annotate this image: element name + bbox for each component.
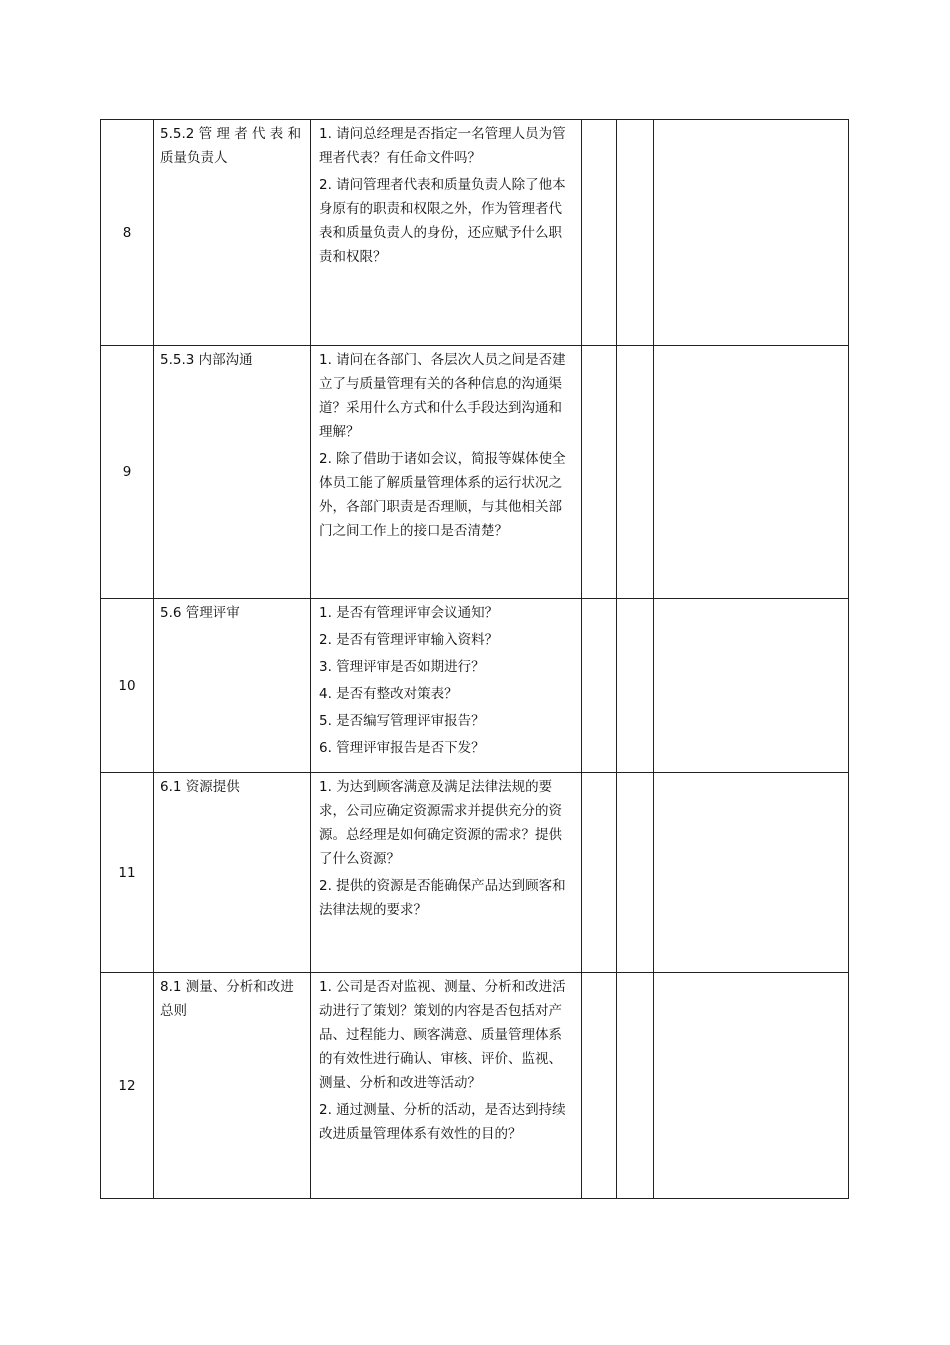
table-row <box>101 120 849 346</box>
check-cell <box>617 346 654 599</box>
question-item: 1. 请问总经理是否指定一名管理人员为管理者代表？有任命文件吗？ <box>319 126 566 166</box>
row-number: 8 <box>101 120 154 346</box>
row-number: 12 <box>101 973 154 1199</box>
question-item: 1. 是否有管理评审会议通知？ <box>319 605 499 621</box>
remarks-cell <box>654 346 849 599</box>
question-item: 2. 提供的资源是否能确保产品达到顾客和法律法规的要求？ <box>319 878 566 918</box>
remarks-cell <box>654 599 849 773</box>
questions-cell <box>311 346 582 599</box>
check-cell <box>582 346 617 599</box>
question-item: 1. 为达到顾客满意及满足法律法规的要求，公司应确定资源需求并提供充分的资源。总经理是如何确定资源的需求？提供了什么资源？ <box>319 779 562 867</box>
table-row <box>101 773 849 973</box>
question-item: 5. 是否编写管理评审报告？ <box>319 713 485 729</box>
questions-cell <box>311 773 582 973</box>
question-item: 3. 管理评审是否如期进行？ <box>319 659 485 675</box>
table-row <box>101 346 849 599</box>
clause-cell: 5.5.2 管 理 者 代 表 和质量负责人 <box>154 120 311 346</box>
table-row <box>101 973 849 1199</box>
question-item: 4. 是否有整改对策表？ <box>319 686 458 702</box>
check-cell <box>617 120 654 346</box>
question-item: 2. 是否有管理评审输入资料？ <box>319 632 499 648</box>
remarks-cell <box>654 973 849 1199</box>
check-cell <box>617 599 654 773</box>
row-number: 9 <box>101 346 154 599</box>
question-item: 2. 通过测量、分析的活动，是否达到持续改进质量管理体系有效性的目的？ <box>319 1102 566 1142</box>
check-cell <box>582 120 617 346</box>
audit-checklist-table <box>100 119 849 1199</box>
table-row <box>101 599 849 773</box>
question-item: 1. 公司是否对监视、测量、分析和改进活动进行了策划？策划的内容是否包括对产品、过程能力、顾客满意、质量管理体系的有效性进行确认、审核、评价、监视、测量、分析和改进等活动？ <box>319 979 566 1091</box>
clause-cell: 5.5.3 内部沟通 <box>154 346 311 599</box>
question-item: 2. 除了借助于诸如会议，简报等媒体使全体员工能了解质量管理体系的运行状况之外，各部门职责是否理顺，与其他相关部门之间工作上的接口是否清楚？ <box>319 451 566 539</box>
questions-cell <box>311 973 582 1199</box>
question-item: 6. 管理评审报告是否下发？ <box>319 740 485 756</box>
questions-cell <box>311 599 582 773</box>
question-item: 2. 请问管理者代表和质量负责人除了他本身原有的职责和权限之外，作为管理者代表和质量负责人的身份，还应赋予什么职责和权限？ <box>319 177 566 265</box>
clause-cell: 5.6 管理评审 <box>154 599 311 773</box>
check-cell <box>582 773 617 973</box>
row-number: 10 <box>101 599 154 773</box>
remarks-cell <box>654 120 849 346</box>
row-number: 11 <box>101 773 154 973</box>
check-cell <box>617 973 654 1199</box>
clause-cell: 6.1 资源提供 <box>154 773 311 973</box>
check-cell <box>582 973 617 1199</box>
remarks-cell <box>654 773 849 973</box>
question-item: 1. 请问在各部门、各层次人员之间是否建立了与质量管理有关的各种信息的沟通渠道？采用什么方式和什么手段达到沟通和理解？ <box>319 352 566 440</box>
check-cell <box>617 773 654 973</box>
clause-cell: 8.1 测量、分析和改进总则 <box>154 973 311 1199</box>
questions-cell <box>311 120 582 346</box>
check-cell <box>582 599 617 773</box>
